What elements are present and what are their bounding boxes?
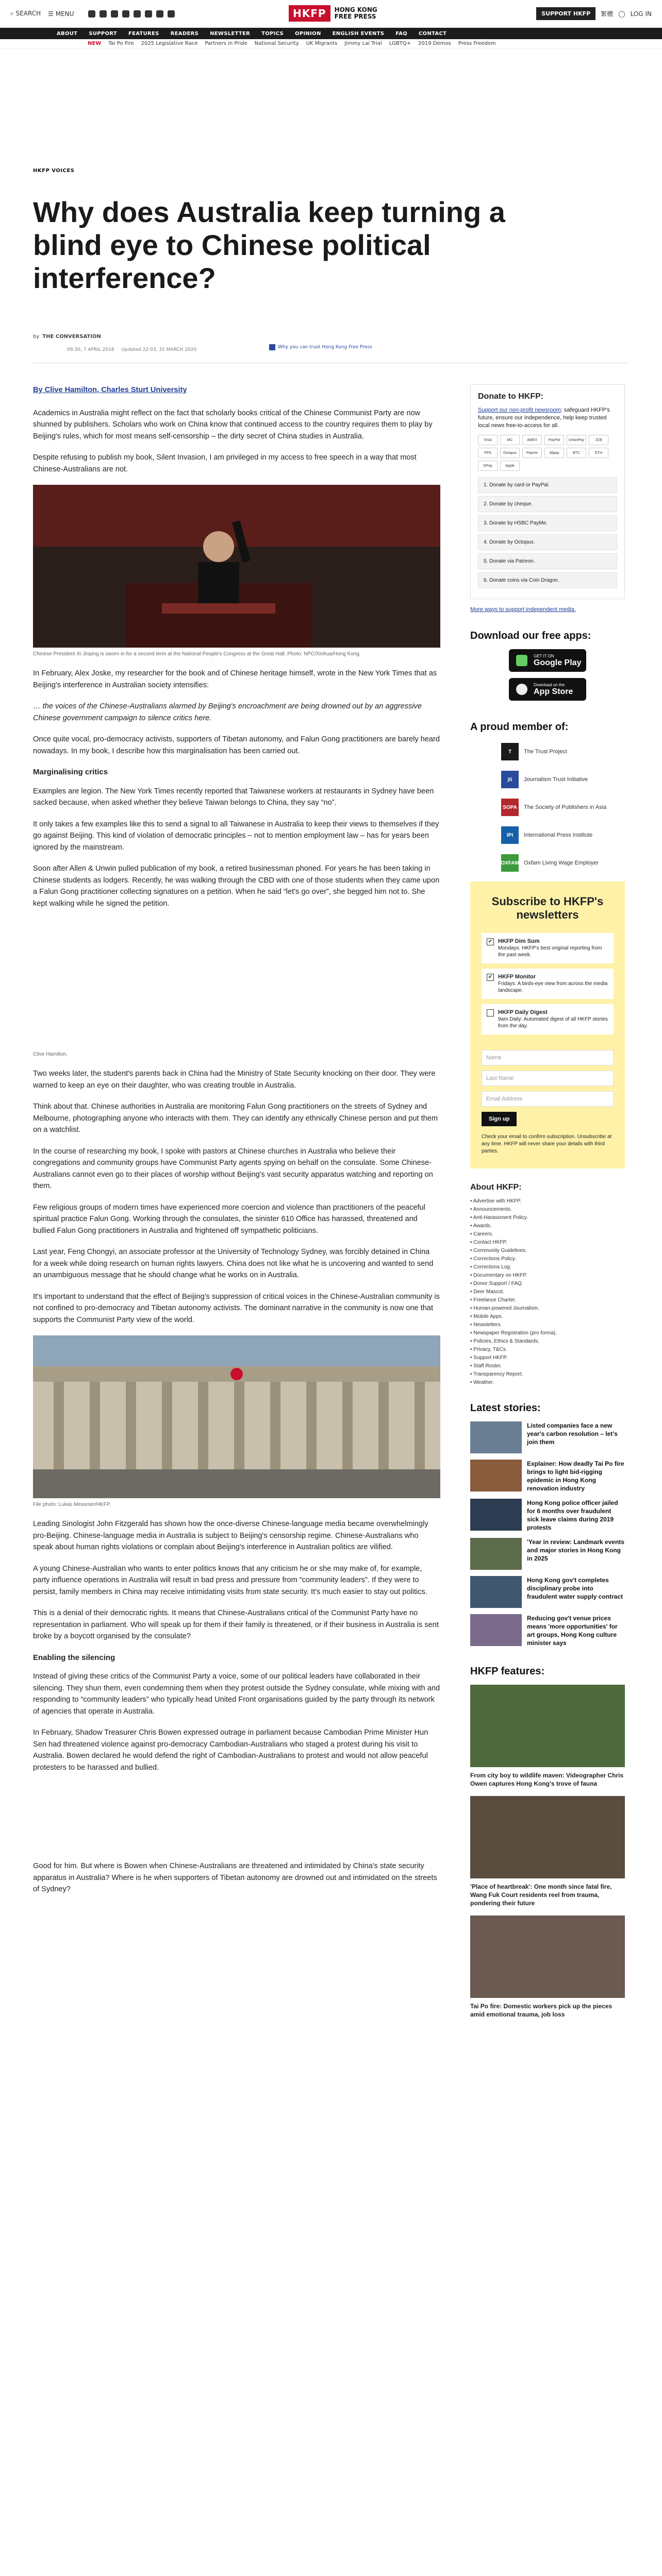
newsletter-options [482, 933, 614, 1035]
threads-icon[interactable] [122, 10, 129, 18]
donate-option[interactable]: 3. Donate by HSBC PayMe. [478, 515, 617, 531]
story-title: Reducing gov't venue prices means 'more opportunities' for art groups, Hong Kong culture minister says [527, 1615, 618, 1647]
apple-icon [516, 684, 527, 695]
about-link[interactable]: • Staff Roster. [470, 1363, 502, 1369]
trust-icon [269, 344, 275, 350]
logo-line-1: HONG KONG [334, 6, 377, 13]
paragraph: Two weeks later, the student's parents back in China had the Ministry of State Security knocking on their door. They were warned to keep an eye on their daughter, who was creating trouble in Australia. [33, 1070, 436, 1090]
section-heading: Marginalising critics [33, 768, 108, 776]
newsletter-title: Subscribe to HKFP's newsletters [491, 895, 604, 921]
donate-option[interactable]: 1. Donate by card or PayPal. [478, 477, 617, 493]
trending-label: NEW [88, 41, 102, 46]
member-logo: OXFAM [501, 854, 519, 872]
photo-caption: Chinese President Xi Jinping is sworn in for a second term at the National People's Congress at the Great Hall. Photo: NPC/Xinhua/Hong Kong. [33, 651, 361, 657]
donate-text [478, 406, 617, 430]
photo-illustration [33, 1335, 440, 1498]
name-field[interactable]: Name [482, 1050, 614, 1065]
paragraph: A young Chinese-Australian who wants to enter politics knows that any criticism he or she may make of, for example, party influence operations in Australia will result in bad press and pressure from “community leaders”. If they were to persist, family members in China may receive intimidating visits from state security. It's much easier to stay out politics. [33, 1564, 427, 1596]
about-link[interactable]: • Announcements. [470, 1207, 512, 1212]
author-photo [33, 919, 440, 1048]
payment-card-icon: Payme [522, 448, 542, 458]
about-link[interactable]: • Transparency Report. [470, 1371, 523, 1377]
about-link[interactable]: • Community Guidelines. [470, 1248, 527, 1253]
features-list [470, 1685, 625, 2019]
trending-item[interactable]: UK Migrants [306, 41, 338, 46]
youtube-icon[interactable] [145, 10, 152, 18]
member-name: Oxfam Living Wage Employer [524, 860, 599, 866]
payment-card-icon: MC [500, 435, 520, 445]
about-link[interactable]: • Freelance Charter. [470, 1297, 517, 1303]
trending-item[interactable]: LGBTQ+ [389, 41, 411, 46]
nav-item-support[interactable]: SUPPORT [89, 30, 117, 37]
nav-item-faq[interactable]: FAQ [395, 30, 408, 37]
feature-story[interactable] [470, 1916, 625, 2019]
newsletter-name: HKFP Dim Sum [498, 938, 540, 944]
about-link[interactable]: • Privacy, T&Cs. [470, 1347, 507, 1352]
payment-card-icon: JCB [589, 435, 608, 445]
donate-box [470, 384, 625, 599]
search-button[interactable]: ⌕ SEARCH [10, 10, 41, 17]
about-link[interactable]: • Deer Mascot. [470, 1289, 504, 1295]
nav-item-newsletter[interactable]: NEWSLETTER [210, 30, 251, 37]
story-title: Hong Kong gov't completes disciplinary probe into fraudulent water supply contract [527, 1577, 623, 1600]
about-link[interactable]: • Awards. [470, 1223, 492, 1229]
member-logo: SOPA [501, 799, 519, 816]
instagram-icon[interactable] [111, 10, 118, 18]
latest-story[interactable] [470, 1538, 625, 1570]
logo-wordmark [335, 7, 377, 20]
feature-title: Tai Po fire: Domestic workers pick up the pieces amid emotional trauma, job loss [470, 2003, 613, 2018]
feature-image [470, 1916, 625, 1998]
apps-title: Download our free apps: [470, 630, 591, 641]
feature-image [470, 1796, 625, 1878]
paragraph: In February, Alex Joske, my researcher for the book and of Chinese heritage himself, wrote in the New York Times that as Beijing's interference in Australian society intensifies: [33, 669, 437, 689]
section-heading: Enabling the silencing [33, 1653, 115, 1662]
member-item[interactable] [501, 740, 625, 763]
google-play-icon [516, 655, 527, 666]
latest-story[interactable] [470, 1460, 625, 1493]
newsletter-text [498, 974, 608, 994]
member-logo: jti [501, 771, 519, 788]
donate-title: Donate to HKFP: [478, 392, 544, 401]
about-link[interactable]: • Weather. [470, 1380, 494, 1385]
trending-item[interactable]: Press Freedom [458, 41, 496, 46]
story-title: Explainer: How deadly Tai Po fire brings to light bid-rigging epidemic in Hong Kong renovation industry [527, 1460, 624, 1492]
photo-caption: Clive Hamilton. [33, 1052, 68, 1057]
newsletter-option[interactable] [482, 969, 614, 999]
latest-story[interactable] [470, 1614, 625, 1647]
nav-item-opinion[interactable]: OPINION [295, 30, 321, 37]
donate-options [478, 477, 617, 588]
donate-link[interactable]: Support our non-profit newsroom [478, 407, 561, 413]
about-link[interactable]: • Mobile Apps. [470, 1314, 503, 1319]
ad-space [33, 1783, 440, 1860]
photo-caption: File photo: Lukas Messmer/HKFP. [33, 1502, 111, 1507]
article-dates [67, 347, 196, 352]
donate-option[interactable]: 5. Donate via Patreon. [478, 553, 617, 569]
story-thumbnail [470, 1576, 522, 1608]
trending-item[interactable]: 2025 Legislative Race [141, 41, 198, 46]
story-title: Hong Kong police officer jailed for 6 months over fraudulent sick leave claims during 2019 protests [527, 1499, 618, 1531]
donate-option[interactable]: 4. Donate by Octopus. [478, 534, 617, 550]
photo-illustration [33, 485, 440, 648]
paragraph: Examples are legion. The New York Times recently reported that Taiwanese workers at restaurants in Sydney have been sacked because, when asked whether they believe Taiwan belongs to China, they say “no”. [33, 787, 434, 807]
menu-button[interactable]: ☰ MENU [48, 10, 74, 18]
about-link[interactable]: • Documentary on HKFP. [470, 1273, 527, 1278]
publisher-name[interactable]: THE CONVERSATION [42, 334, 101, 340]
member-list [470, 740, 625, 874]
about-link[interactable]: • Donor Support / FAQ. [470, 1281, 523, 1286]
google-play-small: GET IT ON [534, 653, 554, 658]
trust-link-label: Why you can trust Hong Kong Free Press [278, 345, 372, 350]
feature-title: From city boy to wildlife maven: Videographer Chris Owen captures Hong Kong's trove of fauna [470, 1772, 624, 1787]
main-nav [0, 28, 662, 39]
payment-card-icon: UnionPay [567, 435, 586, 445]
story-thumbnail [470, 1499, 522, 1531]
whatsapp-icon[interactable] [168, 10, 175, 18]
newsletter-text [498, 1009, 608, 1029]
trending-item[interactable]: 2019 Demos [418, 41, 451, 46]
story-title: Listed companies face a new year's carbon resolution – let's join them [527, 1422, 618, 1446]
google-play-button[interactable] [509, 649, 586, 672]
login-link[interactable]: LOG IN [630, 10, 652, 18]
payment-card-icon: ETH [589, 448, 608, 458]
about-section [470, 1183, 625, 1387]
paragraph: Few religious groups of modern times have experienced more coercion and violence than practitioners of the peaceful spiritual practice Falun Gong. Working through the consulates, the sinister 610 Office has harassed, threatened and bullied Falun Gong practitioners in Australia and frightened off sympathetic politicians. [33, 1203, 425, 1235]
xi-jinping-photo [33, 485, 440, 648]
payment-card-icon: Octopus [500, 448, 520, 458]
about-link[interactable]: • Corrections Policy. [470, 1256, 516, 1262]
about-link[interactable]: • Newspaper Registration (pro forma). [470, 1330, 557, 1336]
checkbox[interactable]: ✔ [487, 938, 494, 945]
last-name-field[interactable]: Last Name [482, 1071, 614, 1086]
checkbox[interactable]: ✔ [487, 974, 494, 981]
payment-methods [478, 435, 617, 471]
member-item[interactable] [501, 852, 625, 874]
newsletter-option[interactable] [482, 1004, 614, 1035]
payment-card-icon: Apple [500, 461, 520, 471]
nav-item-contact[interactable]: CONTACT [419, 30, 447, 37]
newsletter-desc: Fridays: A birds-eye view from across the media landscape. [498, 981, 608, 993]
story-thumbnail [470, 1460, 522, 1492]
support-hkfp-button[interactable]: SUPPORT HKFP [536, 7, 595, 20]
about-link[interactable]: • Human-powered Journalism. [470, 1306, 540, 1311]
nav-item-features[interactable]: FEATURES [128, 30, 159, 37]
about-link[interactable]: • Contact HKFP. [470, 1240, 507, 1245]
member-name: The Society of Publishers in Asia [524, 804, 607, 810]
more-ways-link[interactable]: More ways to support independent media. [470, 606, 576, 613]
feature-image [470, 1685, 625, 1767]
latest-story[interactable] [470, 1499, 625, 1532]
app-store-large: App Store [534, 687, 573, 696]
signup-button[interactable]: Sign up [482, 1112, 517, 1126]
donate-option[interactable]: 6. Donate coins via Coin Dragon. [478, 572, 617, 588]
menu-label: MENU [55, 10, 74, 18]
trending-item[interactable]: Jimmy Lai Trial [344, 41, 382, 46]
published-date: 09:30, 7 APRIL 2018 [67, 347, 114, 352]
great-hall-photo [33, 1335, 440, 1498]
nav-item-english-events[interactable]: ENGLISH EVENTS [332, 30, 385, 37]
features-title: HKFP features: [470, 1666, 545, 1677]
newsletter-text [498, 938, 608, 958]
payment-card-icon: BTC [567, 448, 586, 458]
member-title: A proud member of: [470, 721, 569, 733]
trending-item[interactable]: National Security [254, 41, 299, 46]
about-link[interactable]: • Policies, Ethics & Standards. [470, 1338, 540, 1344]
email-field[interactable]: Email Address [482, 1091, 614, 1107]
about-list [470, 1197, 625, 1387]
payment-card-icon: AMEX [522, 435, 542, 445]
trust-link[interactable] [269, 344, 372, 350]
paragraph: In the course of researching my book, I spoke with pastors at Chinese churches in Australia who believe their congregations and community groups have Communist Party agents spying on behalf on the consulate. Some Chinese-Australians cannot even go to their places of worship without Beijing's vast security apparatus watching and reporting on them. [33, 1147, 433, 1190]
byline [33, 334, 101, 340]
nav-item-readers[interactable]: READERS [170, 30, 199, 37]
donate-option[interactable]: 2. Donate by cheque. [478, 496, 617, 512]
latest-story[interactable] [470, 1576, 625, 1608]
latest-title: Latest stories: [470, 1402, 541, 1414]
paragraph: Last year, Feng Chongyi, an associate professor at the University of Technology Sydney, was forcibly detained in China for a week while doing research on human rights lawyers. China does not like what he is uncovering and wanted to send an unambiguous message that he should change what he works on in Australia. [33, 1248, 434, 1279]
story-thumbnail [470, 1614, 522, 1646]
paragraph: It's important to understand that the effect of Beijing's suppression of critical voices in the Chinese-Australian community is not confined to pro-democracy and Tibetan autonomy activists. The dominant narrative in the community is now one that supports the Communist Party view of the world. [33, 1292, 440, 1324]
google-play-large: Google Play [534, 658, 582, 667]
story-thumbnail [470, 1421, 522, 1453]
article-title: Why does Australia keep turning a blind eye to Chinese political interference? [33, 196, 505, 294]
paragraph: This is a denial of their democratic rights. It means that Chinese-Australians critical of the Communist Party have no representation in parliament. Who will speak up for them if their family is threatened, or if their business in Australia is sent broke by a boycott organised by the consulate? [33, 1609, 439, 1640]
social-icons [88, 10, 175, 18]
newsletter-name: HKFP Monitor [498, 974, 536, 980]
pull-quote: … the voices of the Chinese-Australians alarmed by Beijing's encroachment are being drowned out by an aggressive Chinese government campaign to silence critics here. [33, 702, 422, 722]
paragraph: Soon after Allen & Unwin pulled publication of my book, a retired businessman phoned. For years he has been taking in Chinese students as lodgers. Recently, he was walking through the CBD with one of those students when they came upon a Falun Gong practitioner collecting signatures on a petition. When he said “let's go over”, she begged him not to. She kept walking while he signed the petition. [33, 865, 440, 908]
updated-date: Updated 22:03, 31 MARCH 2020 [121, 347, 197, 352]
member-item[interactable] [501, 796, 625, 819]
search-label: SEARCH [15, 10, 41, 17]
newsletter-name: HKFP Daily Digest [498, 1009, 548, 1015]
paragraph: Leading Sinologist John Fitzgerald has shown how the once-diverse Chinese-language media became overwhelmingly pro-Beijing. Chinese-language media in Australia is subject to Beijing's censorship regime. Chinese-Australians who speak about human rights violations or complain about Beijing's interference in Australian politics are vilified. [33, 1520, 428, 1551]
paragraph: Think about that. Chinese authorities in Australia are monitoring Falun Gong practitioners on the streets of Sydney and Melbourne, photographing anyone who interacts with them. They can identify any ethnically Chinese person and put them on a watchlist. [33, 1103, 438, 1134]
member-name: International Press Institute [524, 832, 593, 838]
logo-line-2: FREE PRESS [334, 13, 376, 20]
linkedin-icon[interactable] [134, 10, 141, 18]
about-link[interactable]: • Corrections Log. [470, 1264, 511, 1270]
member-item[interactable] [501, 824, 625, 846]
x-icon[interactable] [100, 10, 107, 18]
member-name: Journalism Trust Initiative [524, 776, 588, 783]
sidebar [470, 384, 625, 2027]
payment-card-icon: VISA [478, 435, 498, 445]
checkbox[interactable] [487, 1009, 494, 1016]
user-icon[interactable]: ◯ [618, 10, 625, 18]
feature-title: 'Place of heartbreak': One month since fatal fire, Wang Fuk Court residents reel from trauma, pondering their future [470, 1883, 612, 1907]
story-title: 'Year in review: Landmark events and major stories in Hong Kong in 2025 [527, 1538, 624, 1562]
paragraph: Despite refusing to publish my book, Silent Invasion, I am privileged in my access to free speech in a way that most Chinese-Australians are not. [33, 453, 417, 473]
paragraph: In February, Shadow Treasurer Chris Bowen expressed outrage in parliament because Cambodian Prime Minister Hun Sen had threatened violence against pro-democracy Cambodian-Australians who staged a protest during his visit to Australia. Bowen declared he would defend the right of Cambodian-Australians to protest and would not allow peaceful protesters to be harassed and bullied. [33, 1728, 428, 1772]
trending-bar [0, 39, 662, 48]
payment-card-icon: Alipay [544, 448, 564, 458]
nav-item-topics[interactable]: TOPICS [261, 30, 284, 37]
about-link[interactable]: • Support HKFP. [470, 1355, 508, 1361]
nav-item-about[interactable]: ABOUT [57, 30, 78, 37]
article-body [33, 384, 440, 1905]
newsletter-box [470, 882, 625, 1168]
member-item[interactable] [501, 768, 625, 791]
app-store-small: Download on the [534, 682, 565, 687]
paragraph: Academics in Australia might reflect on the fact that scholarly books critical of the Chinese Communist Party are now shunned by publishers. Scholars who work on China know that continued access to the country requires them to play by Beijing's rules, which for most means self-censorship – the dirty secret of China studies in Australia. [33, 409, 433, 440]
about-link[interactable]: • Anti-Harassment Policy. [470, 1215, 528, 1221]
latest-story[interactable] [470, 1421, 625, 1453]
about-link[interactable]: • Careers. [470, 1231, 493, 1237]
trending-item[interactable]: Partners in Pride [205, 41, 247, 46]
feature-story[interactable] [470, 1685, 625, 1788]
logo-mark: HKFP [289, 5, 330, 22]
site-logo[interactable] [289, 5, 377, 22]
telegram-icon[interactable] [156, 10, 163, 18]
story-thumbnail [470, 1538, 522, 1570]
payment-card-icon: PayPal [544, 435, 564, 445]
member-logo: T [501, 743, 519, 760]
about-link[interactable]: • Advertise with HKFP. [470, 1198, 521, 1204]
about-title: About HKFP: [470, 1183, 522, 1192]
donate-text-body: : safeguard HKFP's future, ensure our independence, help keep trusted local news free-to-access for all. [478, 407, 610, 429]
facebook-icon[interactable] [88, 10, 95, 18]
paragraph: Once quite vocal, pro-democracy activists, supporters of Tibetan autonomy, and Falun Gong practitioners are barely heard nowadays. In my book, I describe how this marginalisation has been carried out. [33, 735, 440, 755]
payment-card-icon: GPay [478, 461, 498, 471]
newsletter-option[interactable] [482, 933, 614, 963]
paragraph: It only takes a few examples like this to send a signal to all Taiwanese in Australia to keep their views to themselves if they go against Beijing. This kind of violation of democratic principles – not to mention employment law – has for years been ignored by the mainstream. [33, 820, 439, 852]
newsletter-note: Check your email to confirm subscription. Unsubscribe at any time. HKFP will never share your details with third parties. [482, 1134, 612, 1154]
app-store-button[interactable] [509, 678, 586, 701]
newsletter-desc: Mondays: HKFP's best original reporting from the past week. [498, 945, 602, 958]
payment-card-icon: FPS [478, 448, 498, 458]
about-link[interactable]: • Newsletters. [470, 1322, 502, 1328]
member-logo: IPI [501, 826, 519, 844]
trending-item[interactable]: Tai Po Fire [108, 41, 134, 46]
language-toggle[interactable]: 繁體 [601, 10, 614, 18]
article-author[interactable]: By Clive Hamilton, Charles Sturt University [33, 386, 187, 394]
byline-prefix: by [33, 334, 40, 340]
paragraph: Instead of giving these critics of the Communist Party a voice, some of our political leaders have collaborated in their silencing. They shun them, even condemning them when they protest outside the Sydney consulate, while mixing with and responding to “community leaders” who typically head United Front organisations guided by the party through its network of agencies that operate in Australia. [33, 1672, 440, 1716]
latest-stories [470, 1421, 625, 1647]
newsletter-desc: 9am Daily: Automated digest of all HKFP stories from the day. [498, 1016, 608, 1029]
paragraph: Good for him. But where is Bowen when Chinese-Australians are threatened and intimidated by China's state security apparatus in Australia? Where is he when supporters of Tibetan autonomy are drowned out and intimidated on the streets of Sydney? [33, 1862, 437, 1893]
member-name: The Trust Project [524, 749, 567, 755]
feature-story[interactable] [470, 1796, 625, 1907]
article-section[interactable]: HKFP VOICES [33, 168, 75, 174]
